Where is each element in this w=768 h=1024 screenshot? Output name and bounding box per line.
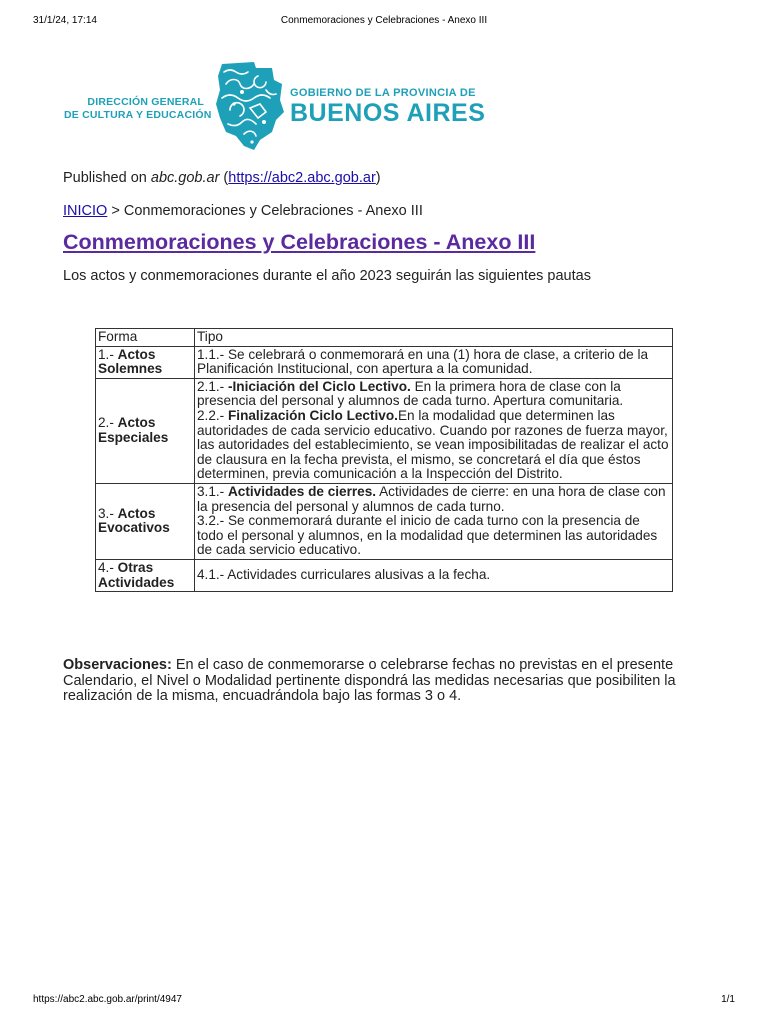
table-row [96, 378, 673, 483]
tipo-text: 4.1.- Actividades curriculares alusivas a la fecha. [197, 567, 491, 583]
observaciones-label: Observaciones: [63, 657, 172, 673]
tipo-text: En la primera hora de clase con la presencia del personal y alumnos de cada turno. Apertura comunitaria. [197, 378, 624, 409]
tipo-bold: -Iniciación del Ciclo Lectivo. [227, 378, 411, 394]
published-prefix: Published on [63, 170, 151, 186]
table-header-row [96, 329, 673, 347]
table-row [96, 483, 673, 559]
pautas-table [95, 328, 673, 592]
forma-name-1: Otras [117, 559, 154, 575]
print-url: https://abc2.abc.gob.ar/print/4947 [33, 994, 182, 1005]
published-open: ( [219, 170, 229, 186]
logo-direccion-general [64, 96, 212, 122]
published-site: abc.gob.ar [150, 170, 220, 186]
logo-left-line-2: DE CULTURA Y EDUCACIÓN [64, 109, 212, 121]
forma-name-1: Actos [117, 415, 156, 431]
header-tipo: Tipo [195, 329, 673, 347]
forma-number: 3.- [98, 505, 118, 521]
breadcrumb-current: Conmemoraciones y Celebraciones - Anexo III [123, 203, 423, 219]
tipo-prefix: 2.2.- [197, 407, 228, 423]
tipo-cell [195, 346, 673, 378]
forma-number: 2.- [98, 415, 118, 431]
forma-name-2: Actividades [98, 574, 175, 590]
print-datetime: 31/1/24, 17:14 [33, 15, 97, 26]
observaciones-text: En el caso de conmemorarse o celebrarse fechas no previstas en el presente Calendario, el Nivel o Modalidad pertinente dispondrá las medidas necesarias que posibiliten la realización de la misma, encuadrándola bajo las formas 3 o 4. [63, 657, 676, 704]
print-footer [0, 994, 768, 1010]
published-close: ) [375, 170, 381, 186]
tipo-text: 3.2.- Se conmemorará durante el inicio de cada turno con la presencia de todo el personal y alumnos, en la modalidad que determinen las autoridades de cada servicio educativo. [197, 513, 658, 558]
published-line [63, 170, 381, 186]
forma-name-2: Solemnes [98, 361, 163, 377]
forma-cell [96, 559, 195, 591]
tipo-text: Actividades de cierre: en una hora de clase con la presencia del personal y alumnos de cada turno. [197, 483, 666, 514]
tipo-cell [195, 559, 673, 591]
forma-cell [96, 483, 195, 559]
page-title[interactable]: Conmemoraciones y Celebraciones - Anexo III [63, 230, 536, 254]
tipo-cell [195, 378, 673, 483]
tipo-cell [195, 483, 673, 559]
print-page-number: 1/1 [721, 994, 735, 1005]
tipo-bold: Actividades de cierres. [227, 483, 377, 499]
print-title: Conmemoraciones y Celebraciones - Anexo III [280, 15, 488, 26]
table-row [96, 346, 673, 378]
province-map-icon [214, 60, 286, 152]
forma-cell [96, 378, 195, 483]
logo-buenos-aires: BUENOS AIRES [290, 99, 486, 127]
table-row [96, 559, 673, 591]
header-forma: Forma [96, 329, 195, 347]
tipo-prefix: 3.1.- [197, 483, 228, 499]
logo-left-line-1: DIRECCIÓN GENERAL [87, 96, 204, 108]
observaciones [63, 658, 713, 705]
forma-cell [96, 346, 195, 378]
logo-gobierno-line: GOBIERNO DE LA PROVINCIA DE [290, 87, 476, 99]
logo-gobierno [290, 87, 485, 127]
forma-number: 4.- [98, 559, 118, 575]
forma-name-2: Especiales [98, 429, 169, 445]
print-header [0, 15, 768, 31]
breadcrumb-separator: > [107, 203, 124, 219]
forma-name-1: Actos [117, 346, 156, 362]
intro-text: Los actos y conmemoraciones durante el año 2023 seguirán las siguientes pautas [63, 268, 591, 284]
tipo-text: 1.1.- Se celebrará o conmemorará en una (1) hora de clase, a criterio de la Planificación Institucional, con apertura a la comunidad. [197, 346, 649, 377]
tipo-bold: Finalización Ciclo Lectivo. [227, 407, 398, 423]
published-link[interactable]: https://abc2.abc.gob.ar [228, 170, 376, 186]
tipo-text: En la modalidad que determinen las autoridades de cada servicio educativo. Cuando por razones de fuerza mayor, las autoridades del establecimiento, se vean imposibilitadas de realizar el acto de clausura en la fecha prevista, el mismo, se concretará el día que éstos determinen, previa comunicación a la Inspección del Distrito. [197, 407, 669, 482]
forma-number: 1.- [98, 346, 118, 362]
forma-name-1: Actos [117, 505, 156, 521]
breadcrumb-home-link[interactable]: INICIO [63, 203, 108, 219]
tipo-prefix: 2.1.- [197, 378, 228, 394]
forma-name-2: Evocativos [98, 520, 170, 536]
breadcrumb [63, 203, 423, 219]
